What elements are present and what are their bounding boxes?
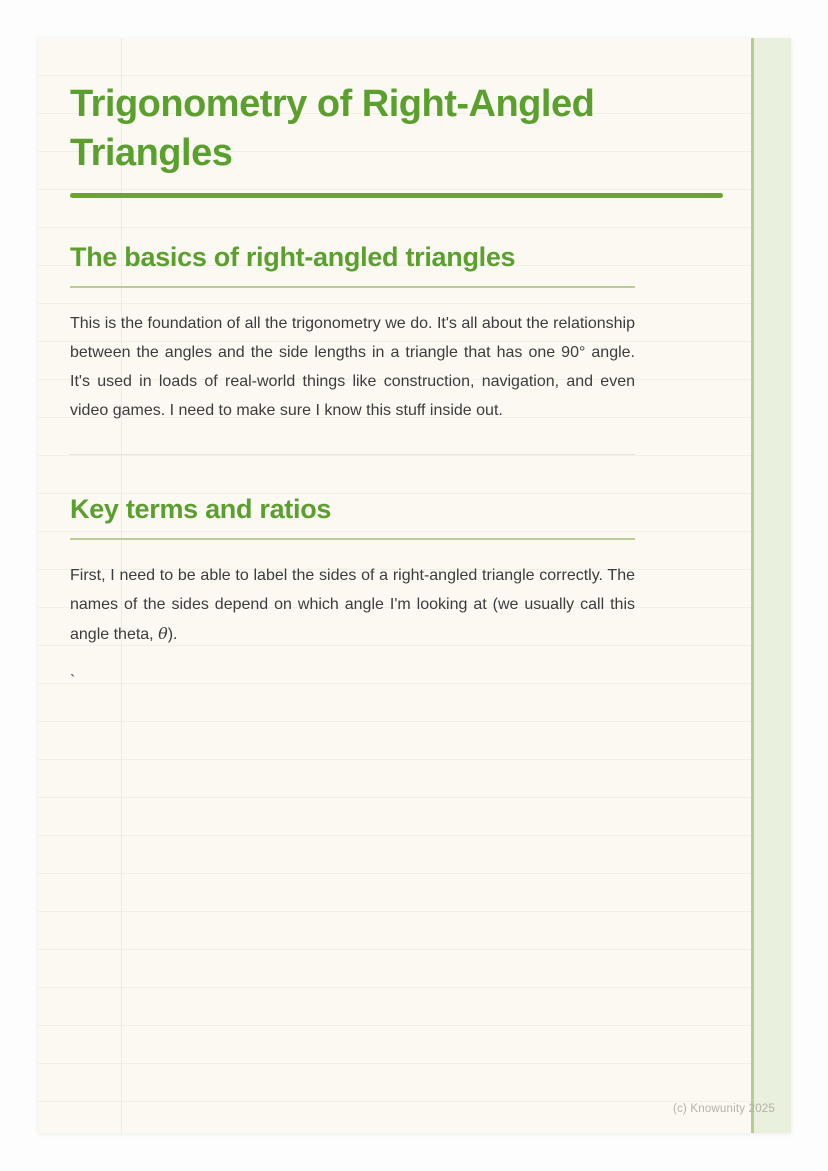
page-content <box>38 38 791 691</box>
section-heading-basics: The basics of right-angled triangles <box>70 241 516 272</box>
copyright-footer: (c) Knowunity 2025 <box>672 1103 775 1115</box>
stray-backtick: ` <box>70 672 76 690</box>
paragraph-basics: This is the foundation of all the trigonometry we do. It's all about the relationship between the angles and the side lengths in a triangle that has one 90° angle. It's used in loads of real-world things like construction, navigation, and even video games. I need to make sure I know this stuff inside out. <box>70 314 635 419</box>
document-page <box>38 38 791 1133</box>
section-divider <box>70 454 635 455</box>
paragraph-key-terms-closing: ). <box>167 625 178 643</box>
paragraph-key-terms <box>70 561 635 649</box>
theta-symbol: θ <box>158 623 168 643</box>
paragraph-key-terms-text: First, I need to be able to label the sides of a right-angled triangle correctly. The names of the sides depend on which angle I'm looking at (we usually call this angle theta, <box>70 566 635 643</box>
heading-underline-key-terms <box>70 538 635 540</box>
page-title: Trigonometry of Right-Angled Triangles <box>70 83 595 175</box>
title-divider <box>70 193 723 198</box>
heading-underline-basics <box>70 286 635 288</box>
section-heading-key-terms: Key terms and ratios <box>70 493 332 524</box>
